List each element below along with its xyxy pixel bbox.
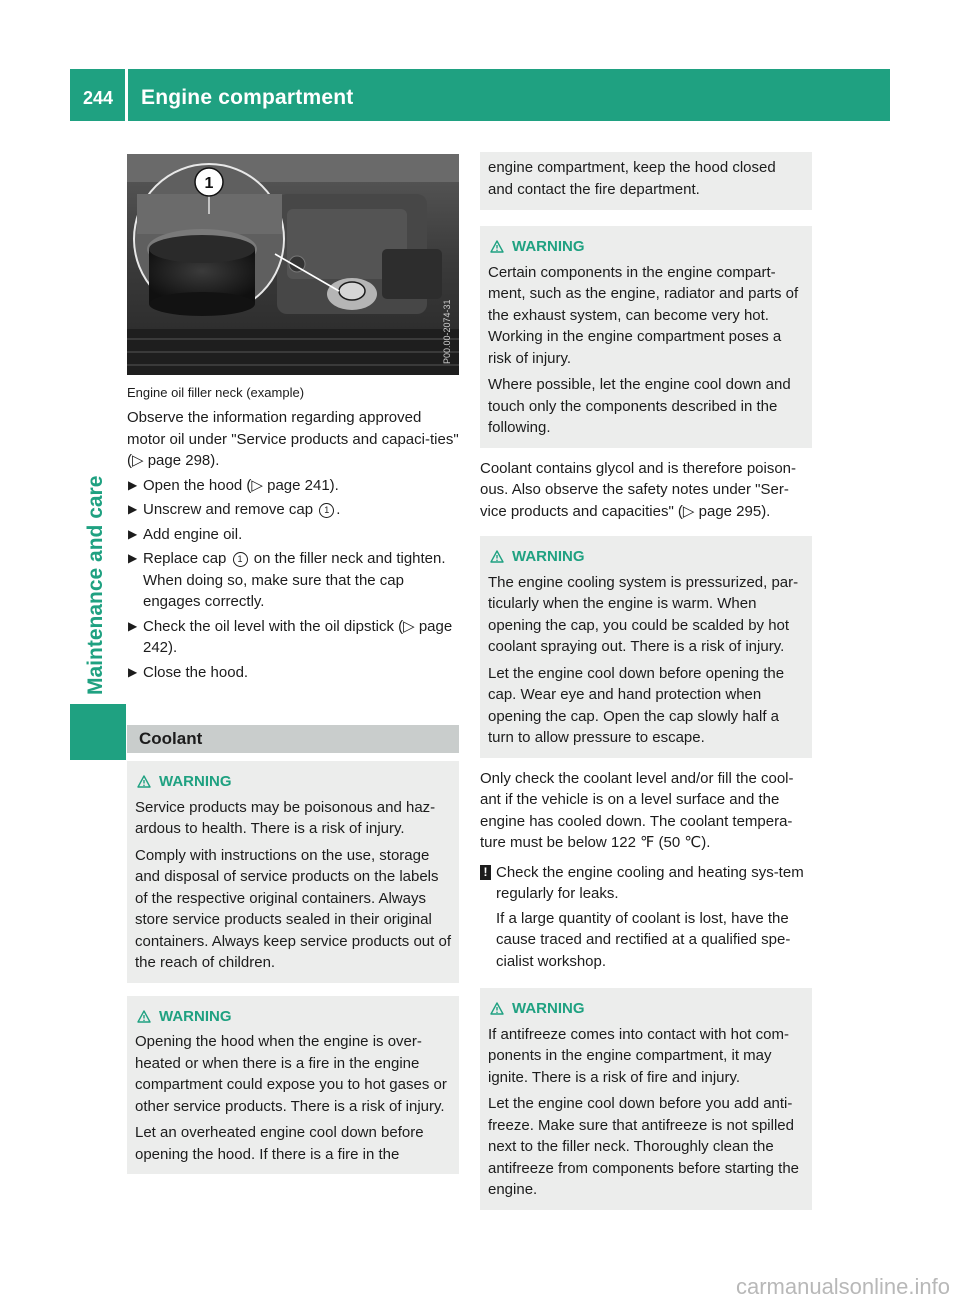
warning-text: Service products may be poisonous and haz-ardous to health. There is a risk of injury. xyxy=(135,798,436,837)
exclamation-icon: ! xyxy=(480,865,491,880)
coolant-level-paragraph: Only check the coolant level and/or fill the cool-ant if the vehicle is on a level surface and the engine has cooled down. The coolant tempera-ture must be below 122 ℉ (50 ℃). xyxy=(480,769,794,851)
warning-text: If antifreeze comes into contact with hot com-ponents in the engine compartment, it may ignite. There is a risk of fire and injury. xyxy=(488,1025,789,1086)
page-number: 244 xyxy=(83,88,114,108)
notice-text: Check the engine cooling and heating sys-tem regularly for leaks. xyxy=(496,863,804,902)
side-tab-label: Maintenance and care xyxy=(84,475,107,695)
warning-text: The engine cooling system is pressurized, par-ticularly when the engine is warm. When opening the cap, you could be scalded by hot coolant spraying out. There is a risk of injury. xyxy=(488,573,799,655)
arrow-icon: ▶ xyxy=(128,477,138,492)
warning-box-hot-components xyxy=(480,226,812,448)
warning-text: engine compartment, keep the hood closed and contact the fire department. xyxy=(488,159,776,198)
step-replace-cap: ▶ Replace cap 1 on the filler neck and tighten. When doing so, make sure that the cap engages correctly. xyxy=(128,550,446,610)
warning-text: Let the engine cool down before you add anti-freeze. Make sure that antifreeze is not spilled next to the filler neck. Thoroughly clean the antifreeze from components before starting the engine. xyxy=(488,1095,800,1198)
side-tab-block xyxy=(70,704,126,760)
coolant-heading: Coolant xyxy=(127,725,459,753)
left-column xyxy=(127,154,459,1174)
glycol-paragraph: Coolant contains glycol and is therefore poison-ous. Also observe the safety notes under "Ser-vice products and capacities" (▷ page 295). xyxy=(480,459,797,520)
warning-triangle-icon xyxy=(490,1002,504,1015)
callout-label: 1 xyxy=(204,175,214,192)
step-check-oil: ▶ Check the oil level with the oil dipstick (▷ page 242). xyxy=(128,617,453,656)
callout-1-icon: 1 xyxy=(319,503,334,518)
warning-label: WARNING xyxy=(159,773,232,790)
warning-text: Certain components in the engine compart-ment, such as the engine, radiator and parts of the exhaust system, can become very hot. Working in the engine compartment poses a risk of injury. xyxy=(488,263,799,367)
arrow-icon: ▶ xyxy=(128,618,138,633)
warning-text: Let an overheated engine cool down before opening the hood. If there is a fire in the xyxy=(135,1124,424,1163)
warning-box-antifreeze xyxy=(480,988,812,1210)
image-watermark: P00.00-2074-31 xyxy=(442,299,452,364)
intro-paragraph: Observe the information regarding approved motor oil under "Service products and capaci-ties" (▷ page 298). xyxy=(127,409,459,469)
warning-box-hood xyxy=(127,996,459,1175)
warning-label: WARNING xyxy=(512,238,585,255)
step-unscrew-cap: ▶ Unscrew and remove cap 1 . xyxy=(127,499,459,521)
warning-text: Where possible, let the engine cool down and touch only the components described in the following. xyxy=(488,376,791,436)
warning-triangle-icon xyxy=(490,240,504,253)
step-add-oil: ▶ Add engine oil. xyxy=(127,524,459,546)
warning-box-hood-continued xyxy=(480,152,812,210)
warning-box-pressurized xyxy=(480,536,812,758)
footer-watermark: carmanualsonline.info xyxy=(735,1274,950,1299)
warning-triangle-icon xyxy=(137,1010,151,1023)
warning-box-poison xyxy=(127,761,459,983)
header-divider xyxy=(125,69,128,121)
warning-label: WARNING xyxy=(159,1007,232,1025)
notice-text: If a large quantity of coolant is lost, have the cause traced and rectified at a qualified spe-cialist workshop. xyxy=(496,909,791,970)
warning-text: Let the engine cool down before opening the cap. Wear eye and hand protection when opening the cap. Open the cap slowly half a turn to allow pressure to escape. xyxy=(488,664,785,746)
figure-caption: Engine oil filler neck (example) xyxy=(127,385,305,400)
warning-text: Comply with instructions on the use, storage and disposal of service products on the labels of the respective original containers. Always store service products sealed in their original containers. Always keep service products out of the reach of children. xyxy=(135,846,451,971)
step-open-hood: ▶ Open the hood (▷ page 241). xyxy=(127,475,459,497)
warning-label: WARNING xyxy=(512,548,585,565)
step-close-hood: ▶ Close the hood. xyxy=(127,662,459,684)
warning-text: Opening the hood when the engine is over-heated or when there is a fire in the engine compartment could expose you to hot gases or other service products. There is a risk of injury. xyxy=(135,1033,447,1115)
arrow-icon: ▶ xyxy=(128,502,138,516)
arrow-icon: ▶ xyxy=(128,551,138,565)
notice-leaks xyxy=(480,862,812,973)
section-title: Engine compartment xyxy=(141,86,354,109)
arrow-icon: ▶ xyxy=(128,526,138,541)
arrow-icon: ▶ xyxy=(128,664,138,679)
right-column xyxy=(480,152,812,1210)
engine-photo xyxy=(127,154,459,375)
warning-triangle-icon xyxy=(490,550,504,563)
callout-1-icon: 1 xyxy=(233,552,248,567)
warning-label: WARNING xyxy=(512,1000,585,1017)
warning-triangle-icon xyxy=(137,775,151,788)
